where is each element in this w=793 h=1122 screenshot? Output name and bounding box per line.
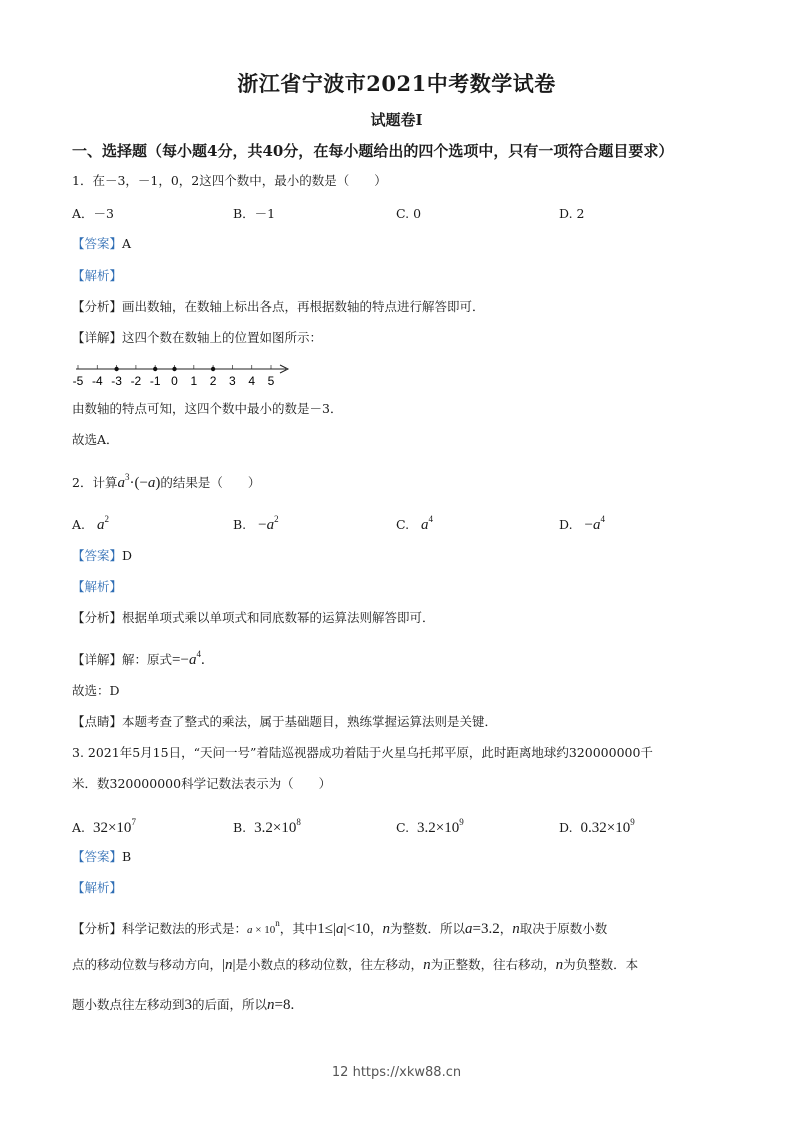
q3-stem-line1: 3. 2021年5月15日，“天问一号”着陆巡视器成功着陆于火星乌托邦平原，此时距离地球约320000000千 [72,745,653,760]
q2-stem-pre: 2．计算 [72,475,118,490]
answer-tag: 【答案】 [72,849,123,864]
number-line-label: -2 [130,374,142,388]
q2-xiangjie-pre: 解：原式 [122,652,173,667]
q1-fenxi: 画出数轴，在数轴上标出各点，再根据数轴的特点进行解答即可． [122,299,485,314]
number-line-label: -3 [111,374,122,388]
xiangjie-tag: 【详解】 [72,330,123,345]
q2-dianjing: 本题考查了整式的乘法，属于基础题目，熟练掌握运算法则是关键． [122,714,498,729]
q3-digit-3: 3 [184,997,193,1013]
number-line-label: -4 [91,374,103,388]
q2-option-c: C. $a^4$ [396,514,434,533]
q3-var-n: n [555,957,564,973]
q2-dianjing-line [72,713,497,731]
q2-fenxi: 根据单项式乘以单项式和同底数幂的运算法则解答即可． [122,610,435,625]
q1-answer-line [72,235,131,253]
q3-a-value: a=3.2 [465,921,500,937]
number-line-point [114,367,118,371]
q3-line3-text-b: 的后面，所以 [192,997,268,1012]
q2-option-a: A. $a^2$ [72,514,109,533]
q3-fenxi-text-f: 取决于原数小数 [519,921,608,936]
q2-fenxi-line [72,609,435,627]
number-line-label: 0 [171,374,178,388]
q3-n-value: n=8. [267,997,295,1013]
q1-xiangjie-line [72,329,322,347]
q3-condition: 1≤|a|<10 [317,921,370,937]
q1-conclusion: 由数轴的特点可知，这四个数中最小的数是－3． [72,401,343,416]
q3-option-c: C. $3.2\times 10^9$ [396,817,464,836]
number-line-label: 3 [229,374,236,388]
q2-analysis-tag: 【解析】 [72,579,123,594]
q3-option-a: A. $32\times 10^7$ [72,817,136,836]
q3-var-n: n [423,957,431,973]
q2-expression: $a^3\cdot(-a)$ [117,472,161,491]
q3-var-n: n [382,921,390,937]
number-line-label: 5 [267,374,275,388]
q3-option-d-letter: D. [559,820,573,835]
q2-option-a-letter: A. [72,517,86,532]
q1-fenxi-line [72,298,485,316]
q2-result: $=-a^4$. [172,649,205,668]
xiangjie-tag: 【详解】 [72,652,123,667]
answer-tag: 【答案】 [72,236,123,251]
q3-line2-text-d: 为负整数．本 [563,957,639,972]
q3-option-d: D. $0.32\times 10^9$ [559,817,635,836]
q2-stem [72,468,260,492]
q3-option-a-letter: A. [72,820,86,835]
q3-var-n: n [512,921,520,937]
dianjing-tag: 【点睛】 [72,714,123,729]
q1-xiangjie: 这四个数在数轴上的位置如图所示： [122,330,323,345]
q1-analysis-tag: 【解析】 [72,268,123,283]
number-line-figure [70,358,300,390]
page-footer: 12 https://xkw88.cn [331,1065,462,1080]
fenxi-tag: 【分析】 [72,299,123,314]
q3-option-c-letter: C. [396,820,410,835]
q3-fenxi-text-c: ， [369,921,383,936]
q3-line3-text-a: 题小数点往左移动到 [72,997,185,1012]
q1-choose: 故选A． [72,432,119,447]
q3-line2-text-c: 为正整数，往右移动， [430,957,556,972]
q3-fenxi-text-d: 为整数．所以 [390,921,466,936]
q3-fenxi-text-a: 科学记数法的形式是： [122,921,248,936]
q1-option-d: D. 2 [559,206,585,221]
q2-xiangjie-line [72,645,205,669]
q3-option-b-letter: B. [233,820,247,835]
q2-answer-line [72,547,132,565]
q3-formula: $a \times 10^n$ [247,918,280,936]
q1-option-a: A．－3 [72,206,114,221]
q2-option-b-letter: B. [233,517,247,532]
number-line-label: -1 [149,374,161,388]
q3-fenxi-text-b: ，其中 [279,921,318,936]
page-title: 浙江省宁波市2021中考数学试卷 [237,71,556,96]
q3-fenxi-line1 [72,914,607,939]
number-line-label: -5 [72,374,84,388]
q3-option-b: B. $3.2\times 10^8$ [233,817,301,836]
q2-option-c-letter: C. [396,517,410,532]
answer-tag: 【答案】 [72,548,123,563]
number-line-label: 4 [248,374,256,388]
number-line-point [211,367,215,371]
fenxi-tag: 【分析】 [72,610,123,625]
number-line-point [153,367,157,371]
q3-abs-n: |n| [222,957,236,973]
q3-line2-text-b: 是小数点的移动位数，往左移动， [235,957,424,972]
fenxi-tag: 【分析】 [72,921,123,936]
number-line-label: 2 [209,374,217,388]
q1-answer: A [122,236,132,251]
q3-line2-text-a: 点的移动位数与移动方向， [72,957,223,972]
q2-option-d-letter: D. [559,517,573,532]
q1-stem: 1．在－3，－1，0，2这四个数中，最小的数是（ ） [72,173,387,188]
q2-answer: D [122,548,133,563]
q1-option-c: C. 0 [396,206,422,221]
q3-answer: B [122,849,132,864]
section-heading: 一、选择题（每小题4分，共40分，在每小题给出的四个选项中，只有一项符合题目要求） [72,142,674,160]
q2-stem-post: 的结果是（ ） [160,475,261,490]
number-line-label: 1 [190,374,198,388]
q2-choose: 故选：D [72,683,120,698]
q3-analysis-tag: 【解析】 [72,880,123,895]
q3-stem-line2: 米．数320000000科学记数法表示为（ ） [72,776,332,791]
q2-option-d: D. $-a^4$ [559,514,605,533]
q3-answer-line [72,848,131,866]
q3-fenxi-text-e: ， [499,921,513,936]
number-line-point [172,367,176,371]
q2-option-b: B. $-a^2$ [233,514,279,533]
q1-option-b: B．－1 [233,206,276,221]
page-subtitle: 试题卷Ⅰ [370,111,423,129]
q3-fenxi-line2 [72,956,638,974]
q3-fenxi-line3 [72,996,294,1014]
